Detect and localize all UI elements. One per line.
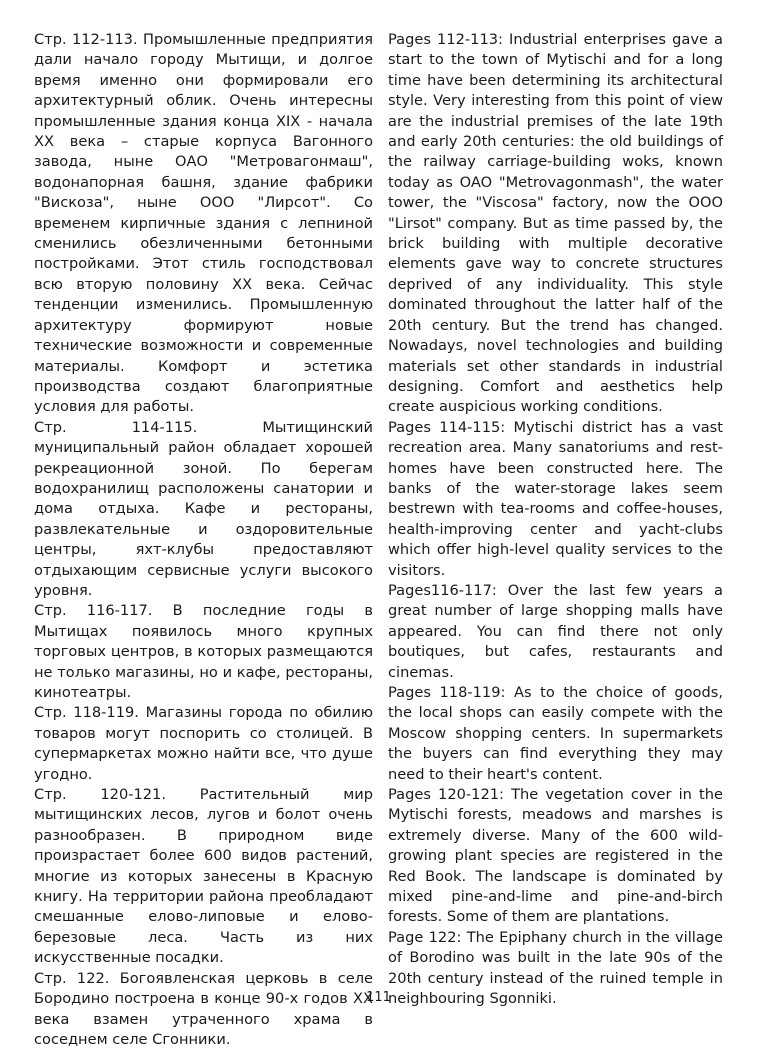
en-paragraph-page-122: Page 122: The Epiphany church in the village of Borodino was built in the late 90s of the 20th century instead of the ruined temple in neighbouring Sgonniki. — [388, 928, 723, 1008]
english-text-column — [388, 30, 723, 1010]
page-number: 111 — [366, 990, 391, 1005]
en-paragraph-pages-114-115: Pages 114-115: Mytischi district has a vast recreation area. Many sanatoriums and rest-homes have been constructed here. The banks of the water-storage lakes seem bestrewn with tea-rooms and coffee-houses, health-improving center and yacht-clubs which offer high-level quality services to the visitors. — [388, 418, 723, 579]
ru-paragraph-pages-114-115: Стр. 114-115. Мытищинский муниципальный район обладает хорошей рекреационной зоной. По берегам водохранилищ расположены санатории и дома отдыха. Кафе и рестораны, развлекательные и оздоровительные центры, яхт-клубы предоставляют отдыхающим сервисные услуги высокого уровня. — [34, 418, 373, 599]
ru-paragraph-pages-118-119: Стр. 118-119. Магазины города по обилию товаров могут поспорить со столицей. В супермаркетах можно найти все, что душе угодно. — [34, 704, 373, 783]
en-paragraph-pages-120-121: Pages 120-121: The vegetation cover in the Mytischi forests, meadows and marshes is extremely diverse. Many of the 600 wild-growing plant species are registered in the Red Book. The landscape is dominated by mixed pine-and-lime and pine-and-birch forests. Some of them are plantations. — [388, 786, 723, 926]
ru-paragraph-page-122: Стр. 122. Богоявленская церковь в селе Бородино построена в конце 90-х годов XX века взамен утраченного храма в соседнем селе Сгонники. — [34, 969, 373, 1048]
en-paragraph-pages-112-113: Pages 112-113: Industrial enterprises gave a start to the town of Mytischi and for a long time have been determining its architectural style. Very interesting from this point of view are the industrial premises of the late 19th and early 20th centuries: the old buildings of the railway carriage-building woks, known today as OAO "Metrovagonmash", the water tower, the "Viscosa" factory, now the OOO "Lirsot" company. But as time passed by, the brick building with multiple decorative elements gave way to concrete structures deprived of any individuality. This style dominated throughout the latter half of the 20th century. But the trend has changed. Nowadays, novel technologies and building materials set other standards in industrial designing. Comfort and aesthetics help create auspicious working conditions. — [388, 31, 723, 416]
russian-text-column — [34, 30, 373, 1050]
ru-paragraph-pages-120-121: Стр. 120-121. Растительный мир мытищинских лесов, лугов и болот очень разнообразен. В природном виде произрастает более 600 видов растений, многие из которых занесены в Красную книгу. На территории района преобладают смешанные елово-липовые и елово-березовые леса. Часть из них искусственные посадки. — [34, 786, 373, 967]
en-paragraph-pages-118-119: Pages 118-119: As to the choice of goods, the local shops can easily compete with the Moscow shopping centers. In supermarkets the buyers can find everything they may need to their heart's content. — [388, 684, 723, 783]
ru-paragraph-pages-112-113: Стр. 112-113. Промышленные предприятия дали начало городу Мытищи, и долгое время именно они формировали его архитектурный облик. Очень интересны промышленные здания конца XIX - начала XX века – старые корпуса Вагонного завода, ныне ОАО "Метровагонмаш", водонапорная башня, здание фабрики "Вискоза", ныне ООО "Лирсот". Со временем кирпичные здания с лепниной сменились обезличенными бетонными постройками. Этот стиль господствовал всю вторую половину XX века. Сейчас тенденции изменились. Промышленную архитектуру формируют новые технические возможности и современные материалы. Комфорт и эстетика производства создают благоприятные условия для работы. — [34, 31, 373, 416]
en-paragraph-pages-116-117: Pages116-117: Over the last few years a great number of large shopping malls have appeared. You can find there not only boutiques, but cafes, restaurants and cinemas. — [388, 581, 723, 681]
ru-paragraph-pages-116-117: Стр. 116-117. В последние годы в Мытищах появилось много крупных торговых центров, в которых размещаются не только магазины, но и кафе, рестораны, кинотеатры. — [34, 602, 373, 701]
